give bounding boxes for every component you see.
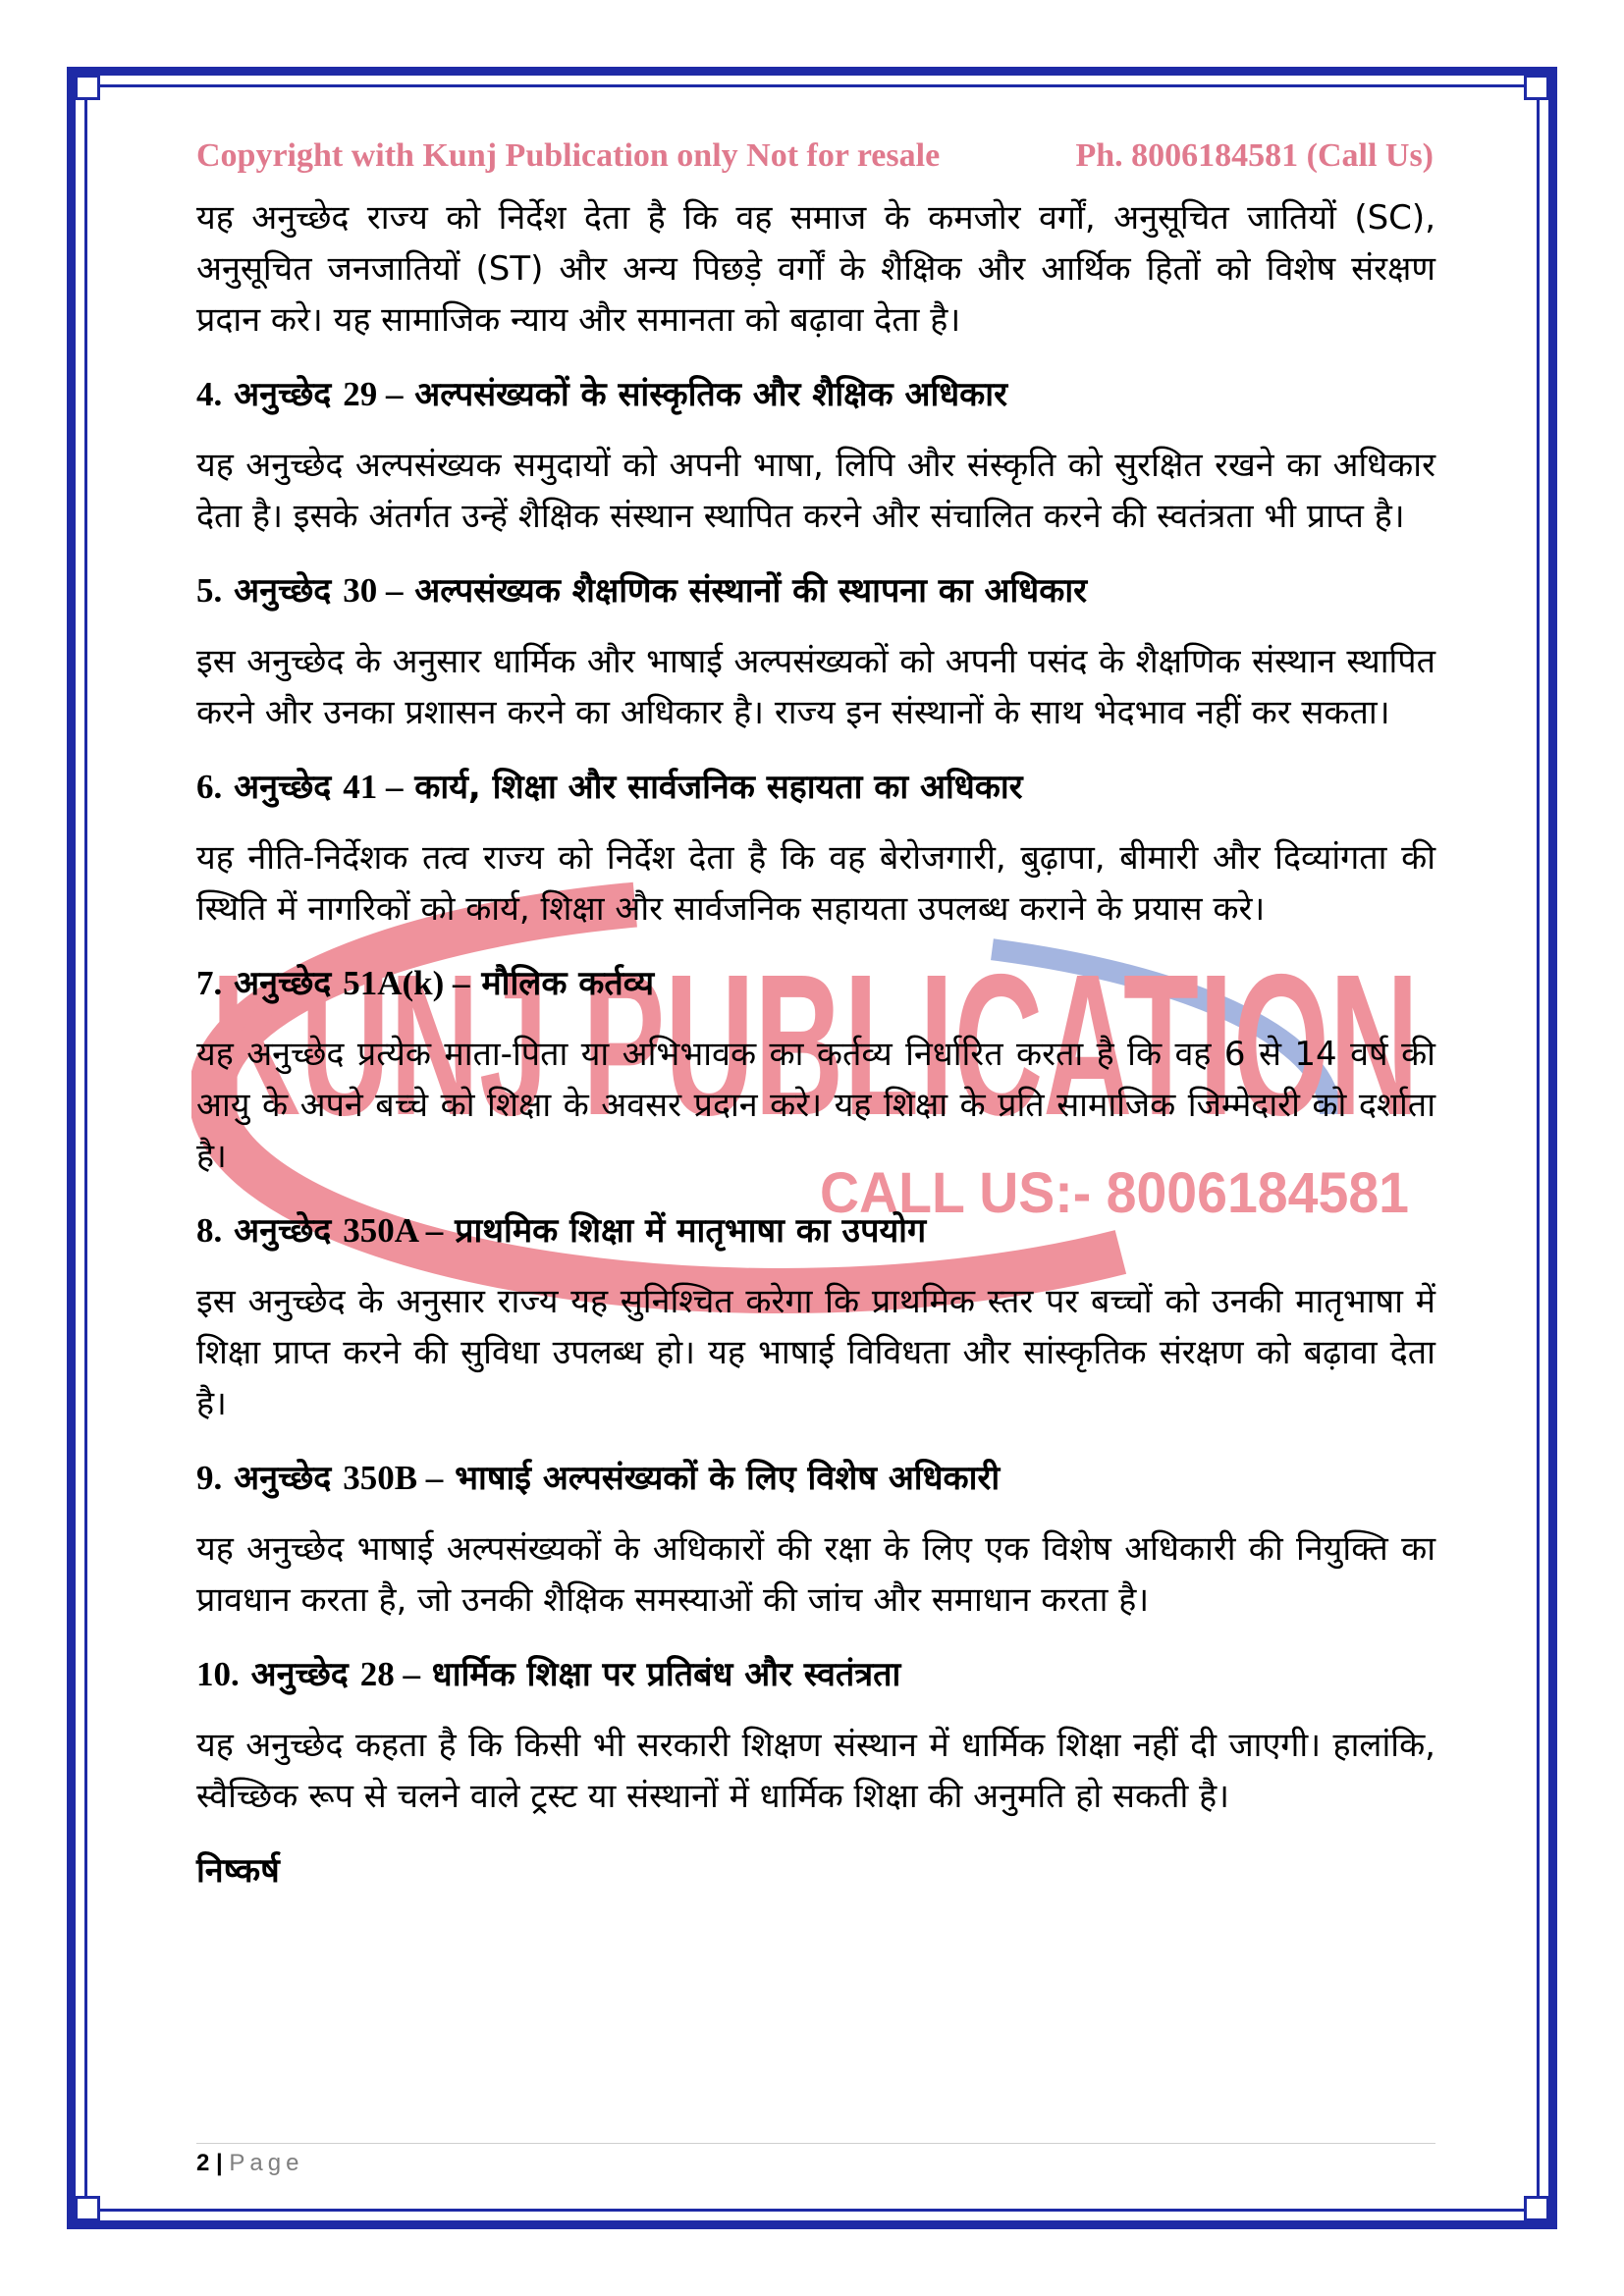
page-header <box>196 137 1434 175</box>
section <box>196 1455 1435 1626</box>
border-corner <box>75 2196 100 2221</box>
intro-paragraph: यह अनुच्छेद राज्य को निर्देश देता है कि वह समाज के कमजोर वर्गों, अनुसूचित जातियों (SC), अनुसूचित जनजातियों (ST) और अन्य पिछड़े वर्गों के शैक्षिक और आर्थिक हितों को विशेष संरक्षण प्रदान करे। यह सामाजिक न्याय और समानता को बढ़ावा देता है। <box>196 198 1435 340</box>
section <box>196 371 1435 542</box>
border-corner <box>1524 75 1549 100</box>
border-corner <box>1524 2196 1549 2221</box>
watermark-call-text: CALL US:- 8006184581 <box>820 1161 1409 1225</box>
section <box>196 960 1435 1182</box>
section-heading: 9. अनुच्छेद 350B – भाषाई अल्पसंख्यकों के लिए विशेष अधिकारी <box>196 1459 1001 1498</box>
section-text: यह अनुच्छेद कहता है कि किसी भी सरकारी शिक्षण संस्थान में धार्मिक शिक्षा नहीं दी जाएगी। हालांकि, स्वैच्छिक रूप से चलने वाले ट्रस्ट या संस्थानों में धार्मिक शिक्षा की अनुमति हो सकती है। <box>196 1726 1435 1816</box>
watermark-brand-text: KUNJ PUBLICATION <box>211 933 1419 1157</box>
section <box>196 567 1435 738</box>
section-heading: 8. अनुच्छेद 350A – प्राथमिक शिक्षा में मातृभाषा का उपयोग <box>196 1211 927 1251</box>
section <box>196 764 1435 934</box>
phone-number: Ph. 8006184581 (Call Us) <box>1075 137 1434 174</box>
section <box>196 1651 1435 1822</box>
section-heading: 4. अनुच्छेद 29 – अल्पसंख्यकों के सांस्कृतिक और शैक्षिक अधिकार <box>196 375 1008 414</box>
section-text: यह नीति-निर्देशक तत्व राज्य को निर्देश देता है कि वह बेरोजगारी, बुढ़ापा, बीमारी और दिव्यांगता की स्थिति में नागरिकों को कार्य, शिक्षा और सार्वजनिक सहायता उपलब्ध कराने के प्रयास करे। <box>196 838 1435 929</box>
copyright-notice: Copyright with Kunj Publication only Not for resale <box>196 137 941 174</box>
section-heading: 7. अनुच्छेद 51A(k) – मौलिक कर्तव्य <box>196 964 655 1003</box>
section-text: यह अनुच्छेद प्रत्येक माता-पिता या अभिभावक का कर्तव्य निर्धारित करता है कि वह 6 से 14 वर्ष की आयु के अपने बच्चे को शिक्षा के अवसर प्रदान करे। यह शिक्षा के प्रति सामाजिक जिम्मेदारी को दर्शाता है। <box>196 1035 1435 1176</box>
footer-divider <box>196 2143 1435 2144</box>
section <box>196 1207 1435 1429</box>
page-footer <box>196 2150 303 2177</box>
section-text: इस अनुच्छेद के अनुसार राज्य यह सुनिश्चित करेगा कि प्राथमिक स्तर पर बच्चों को उनकी मातृभाषा में शिक्षा प्राप्त करने की सुविधा उपलब्ध हो। यह भाषाई विविधता और सांस्कृतिक संरक्षण को बढ़ावा देता है। <box>196 1282 1435 1423</box>
section-heading: 6. अनुच्छेद 41 – कार्य, शिक्षा और सार्वजनिक सहायता का अधिकार <box>196 768 1023 807</box>
conclusion-heading: निष्कर्ष <box>196 1851 280 1891</box>
footer-separator: | <box>216 2150 223 2176</box>
section-heading: 10. अनुच्छेद 28 – धार्मिक शिक्षा पर प्रतिबंध और स्वतंत्रता <box>196 1655 901 1694</box>
document-body <box>196 192 1435 1916</box>
section-text: यह अनुच्छेद भाषाई अल्पसंख्यकों के अधिकारों की रक्षा के लिए एक विशेष अधिकारी की नियुक्ति का प्रावधान करता है, जो उनकी शैक्षिक समस्याओं की जांच और समाधान करता है। <box>196 1529 1435 1620</box>
section-heading: 5. अनुच्छेद 30 – अल्पसंख्यक शैक्षणिक संस्थानों की स्थापना का अधिकार <box>196 571 1088 611</box>
page-number: 2 <box>196 2150 210 2176</box>
section-text: यह अनुच्छेद अल्पसंख्यक समुदायों को अपनी भाषा, लिपि और संस्कृति को सुरक्षित रखने का अधिकार देता है। इसके अंतर्गत उन्हें शैक्षिक संस्थान स्थापित करने और संचालित करने की स्वतंत्रता भी प्राप्त है। <box>196 446 1435 536</box>
page-label: Page <box>229 2150 304 2176</box>
border-corner <box>75 75 100 100</box>
section-text: इस अनुच्छेद के अनुसार धार्मिक और भाषाई अल्पसंख्यकों को अपनी पसंद के शैक्षणिक संस्थान स्थापित करने और उनका प्रशासन करने का अधिकार है। राज्य इन संस्थानों के साथ भेदभाव नहीं कर सकता। <box>196 642 1435 732</box>
